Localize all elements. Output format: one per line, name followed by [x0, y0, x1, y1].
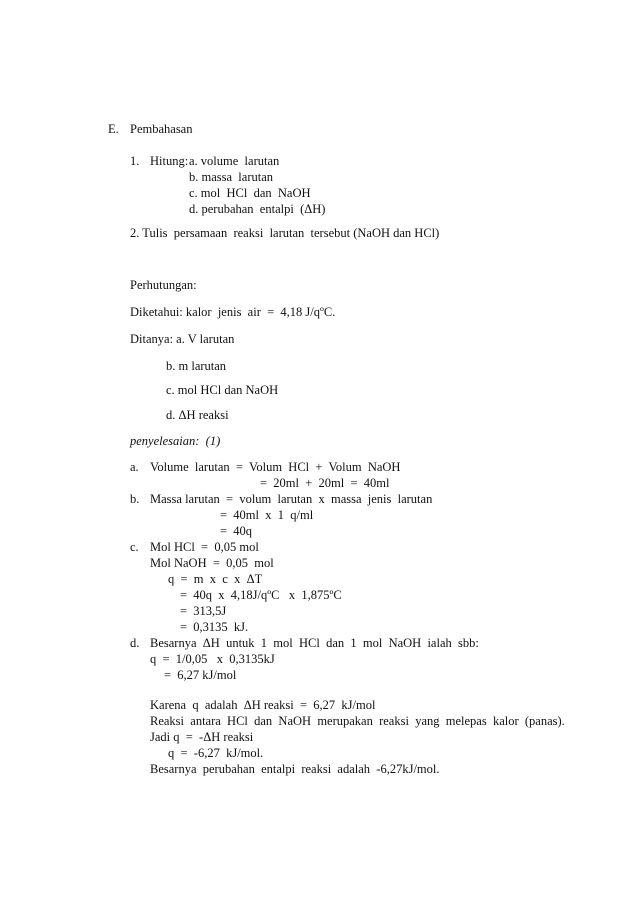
step-line: = 0,3135 kJ.	[180, 620, 249, 634]
step-letter: b.	[130, 492, 140, 506]
step-line: Mol HCl = 0,05 mol	[150, 540, 259, 554]
step-line: Massa larutan = volum larutan x massa jenis larutan	[150, 492, 433, 506]
step-line: = 313,5J	[180, 604, 227, 618]
task1-number: 1.	[130, 154, 140, 168]
step-line: = 6,27 kJ/mol	[164, 668, 237, 682]
conclusion-line: Reaksi antara HCl dan NaOH merupakan reaksi yang melepas kalor (panas).	[150, 714, 565, 728]
task1-item: d. perubahan entalpi (ΔH)	[189, 202, 326, 216]
ditanya-item: d. ΔH reaksi	[166, 408, 229, 422]
step-line: q = 1/0,05 x 0,3135kJ	[150, 652, 275, 666]
ditanya-first: Ditanya: a. V larutan	[130, 332, 235, 346]
step-line: = 40q x 4,18J/qºC x 1,875ºC	[180, 588, 342, 602]
step-line: Volume larutan = Volum HCl + Volum NaOH	[150, 460, 401, 474]
section-letter: E.	[108, 122, 119, 136]
section-title: Pembahasan	[130, 122, 193, 136]
step-line: Besarnya ΔH untuk 1 mol HCl dan 1 mol NaOH ialah sbb:	[150, 636, 479, 650]
task1-item: a. volume larutan	[189, 154, 280, 168]
task1-label: Hitung:	[150, 154, 189, 168]
task1-item: c. mol HCl dan NaOH	[189, 186, 311, 200]
task1-item: b. massa larutan	[189, 170, 274, 184]
penyelesaian-heading: penyelesaian: (1)	[130, 434, 221, 448]
task2: 2. Tulis persamaan reaksi larutan tersebut (NaOH dan HCl)	[130, 226, 440, 240]
step-line: = 20ml + 20ml = 40ml	[260, 476, 390, 490]
conclusion-line: Besarnya perubahan entalpi reaksi adalah -6,27kJ/mol.	[150, 762, 440, 776]
perhitungan-heading: Perhutungan:	[130, 278, 197, 292]
step-line: q = m x c x ΔT	[168, 572, 263, 586]
step-line: Mol NaOH = 0,05 mol	[150, 556, 274, 570]
conclusion-line: Jadi q = -ΔH reaksi	[150, 730, 254, 744]
step-letter: d.	[130, 636, 140, 650]
ditanya-item: b. m larutan	[166, 359, 227, 373]
step-line: = 40ml x 1 q/ml	[220, 508, 314, 522]
ditanya-item: c. mol HCl dan NaOH	[166, 383, 279, 397]
conclusion-line: Karena q adalah ΔH reaksi = 6,27 kJ/mol	[150, 698, 376, 712]
diketahui: Diketahui: kalor jenis air = 4,18 J/qºC.	[130, 305, 336, 319]
step-line: = 40q	[220, 524, 253, 538]
step-letter: c.	[130, 540, 139, 554]
step-letter: a.	[130, 460, 139, 474]
conclusion-line: q = -6,27 kJ/mol.	[168, 746, 264, 760]
